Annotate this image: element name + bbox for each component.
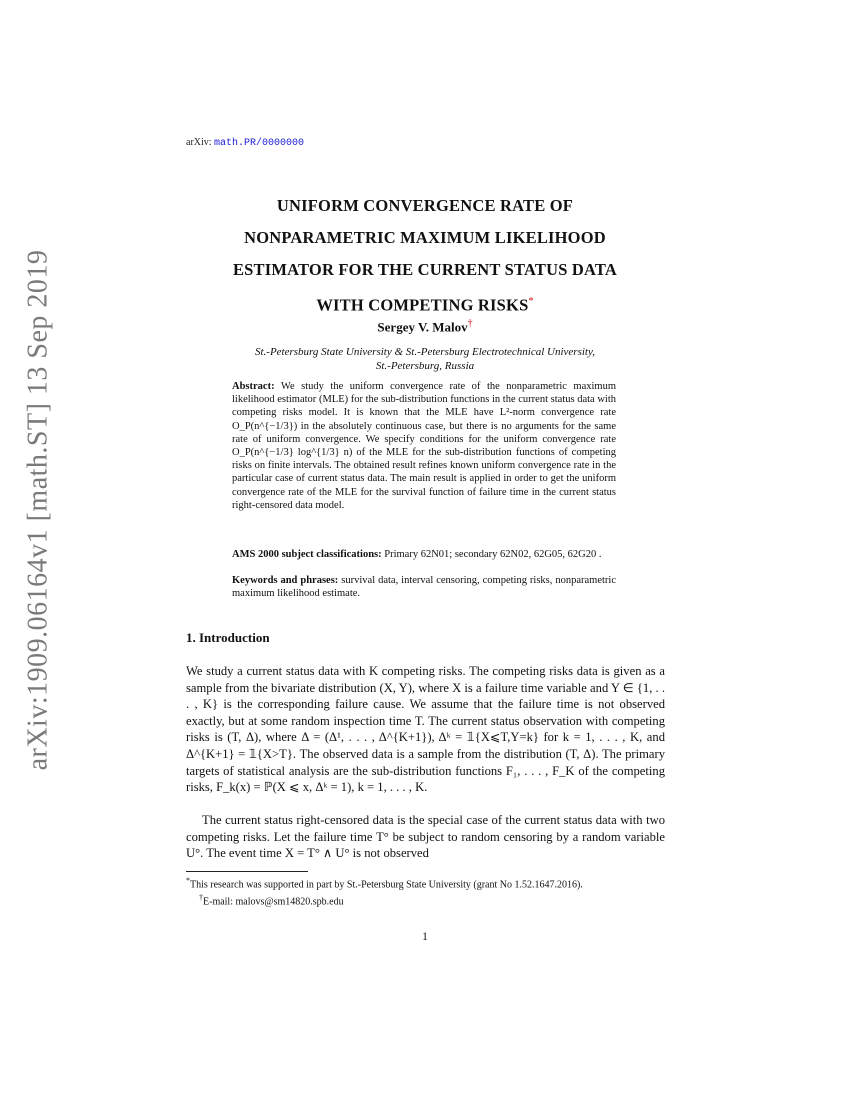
ams-text: Primary 62N01; secondary 62N02, 62G05, 62G20 .: [384, 549, 602, 560]
intro-paragraph-2: The current status right-censored data is the special case of the current status data with two competing risks. Let the failure time T° be subject to random censoring by a random variable U°. The event time X = T° ∧ U° is not observed: [186, 813, 665, 861]
title-line-4: [190, 286, 660, 322]
keywords-text: survival data, interval censoring, competing risks, nonparametric maximum likelihood estimate.: [232, 575, 616, 600]
keywords-label: Keywords and phrases:: [232, 575, 339, 586]
author-name-text: Sergey V. Malov: [377, 319, 468, 335]
author-name: [190, 318, 660, 335]
arxiv-side-stamp: [18, 250, 58, 770]
arxiv-header: [186, 137, 304, 149]
affiliation-line-1: St.-Petersburg State University & St.-Petersburg Electrotechnical University,: [254, 346, 595, 358]
page-number: 1: [422, 931, 428, 943]
abstract-label: Abstract:: [232, 381, 275, 392]
affiliation-line-2: St.-Petersburg, Russia: [375, 360, 475, 372]
footnote-email-text[interactable]: E-mail: malovs@sm14820.spb.edu: [203, 896, 344, 908]
ams-classification: [232, 548, 616, 561]
title-line-2: NONPARAMETRIC MAXIMUM LIKELIHOOD: [244, 228, 606, 247]
title-footnote-link[interactable]: *: [528, 296, 534, 307]
footnotes: [186, 874, 665, 909]
title-line-1: UNIFORM CONVERGENCE RATE OF: [276, 196, 574, 215]
footnote-funding-text: This research was supported in part by St.-Petersburg State University (grant No 1.52.1647.2016).: [190, 879, 583, 891]
arxiv-side-stamp-text: arXiv:1909.06164v1 [math.ST] 13 Sep 2019: [22, 249, 53, 771]
abstract-text: We study the uniform convergence rate of the nonparametric maximum likelihood estimator (MLE) for the sub-distribution functions in the current status data with competing risks model. It is known that the MLE have L²-norm convergence rate O_P(n^{−1/3}) in the absolutely continuous case, but there is no arguments for the same rate of uniform convergence. We specify conditions for the uniform convergence rate O_P(n^{−1/3} log^{1/3} n) of the MLE for the sub-distribution functions of competing risks on finite intervals. The obtained result refines known uniform convergence rate in the particular case of current status data. The main result is applied in order to get the uniform convergence rate of the MLE for the survival function of failure time in the current status right-censored data model.: [232, 381, 616, 511]
footnote-funding: [186, 874, 665, 891]
arxiv-prefix: arXiv:: [186, 137, 212, 148]
title-line-3: ESTIMATOR FOR THE CURRENT STATUS DATA: [232, 260, 618, 279]
paper-title: [190, 190, 660, 322]
intro-paragraph-1: We study a current status data with K competing risks. The competing risks data is given as a sample from the bivariate distribution (X, Y), where X is a failure time variable and Y ∈ {1, . . . , K} is the corresponding failure cause. We assume that the failure time is not observed exactly, but at some random inspection time T. The current status observation with competing risks is (T, Δ), where Δ = (Δ¹, . . . , Δ^{K+1}), Δᵏ = 𝟙{X⩽T,Y=k} for k = 1, . . . , K, and Δ^{K+1} = 𝟙{X>T}. The observed data is a sample from the distribution (T, Δ). The primary targets of statistical analysis are the sub-distribution functions F₁, . . . , F_K of the competing risks, F_k(x) = ℙ(X ⩽ x, Δᵏ = 1), k = 1, . . . , K.: [186, 664, 665, 795]
keywords: [232, 574, 616, 600]
footnote-funding-mark: *: [186, 876, 190, 885]
abstract: [232, 380, 616, 512]
footnote-divider: [186, 871, 308, 872]
section-heading-introduction: 1. Introduction: [186, 630, 270, 645]
footnote-email: [186, 891, 665, 908]
author-footnote-link[interactable]: †: [467, 318, 473, 329]
arxiv-category-link[interactable]: math.PR/0000000: [214, 138, 305, 149]
ams-label: AMS 2000 subject classifications:: [232, 549, 382, 560]
author-affiliation: [200, 345, 650, 373]
footnote-email-mark: †: [199, 893, 203, 903]
title-line-4-text: WITH COMPETING RISKS: [316, 295, 529, 315]
